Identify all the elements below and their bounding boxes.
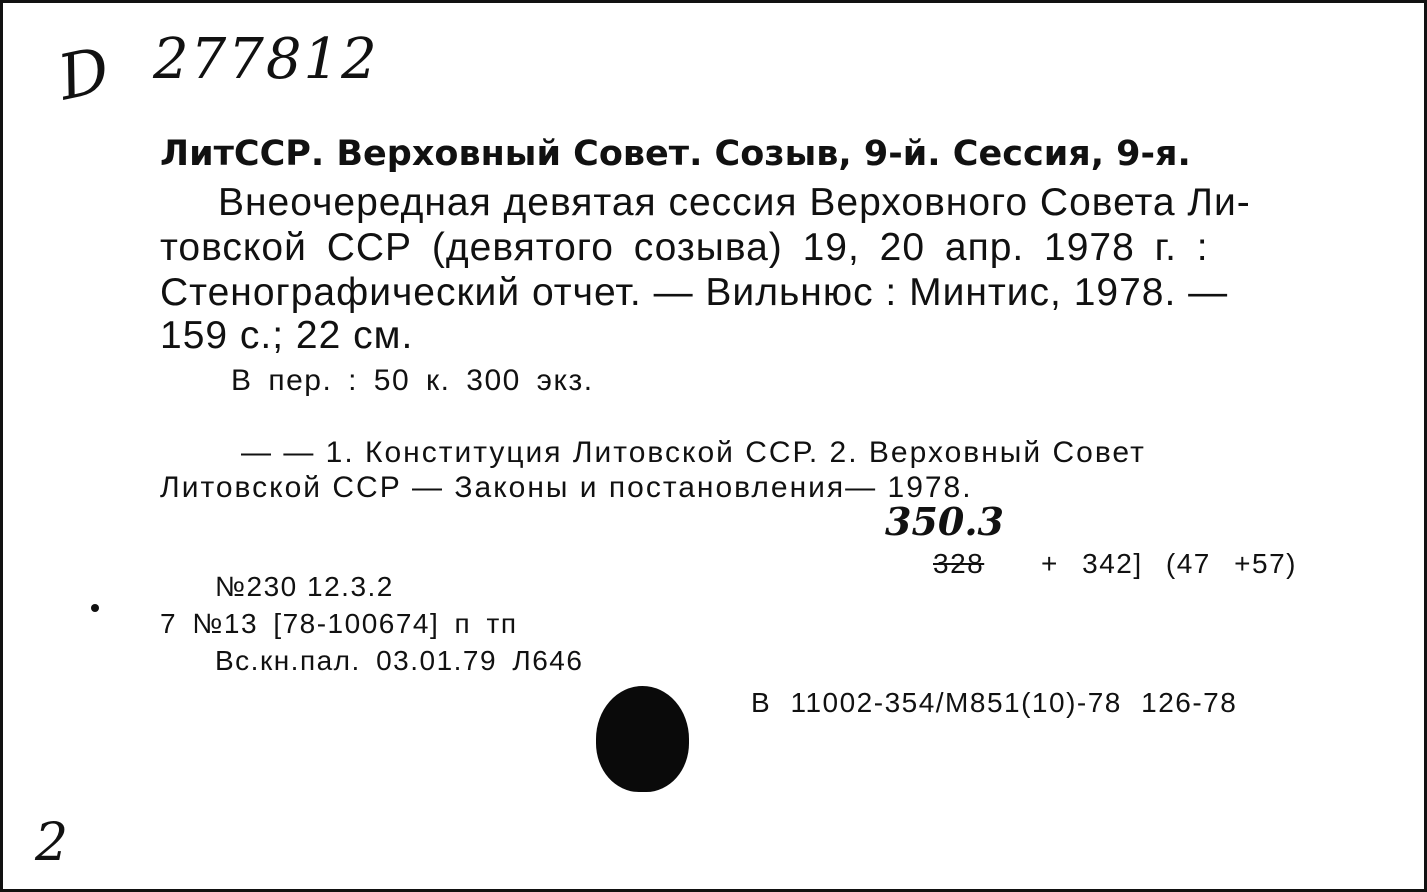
dot-mark xyxy=(91,604,99,612)
handwritten-class: 350.3 xyxy=(885,499,1004,544)
reg-line: 7 №13 [78-100674] п тп xyxy=(160,608,518,639)
price-line: В пер. : 50 к. 300 экз. xyxy=(231,364,594,397)
description-line: Внеочередная девятая сессия Верховного Совета Ли- xyxy=(218,181,1251,224)
subject-line: Литовской ССР — Законы и постановления— 1978. xyxy=(160,471,973,504)
reg-line: Вс.кн.пал. 03.01.79 Л646 xyxy=(215,645,584,676)
card-heading: ЛитССР. Верховный Совет. Созыв, 9-й. Сессия, 9-я. xyxy=(160,134,1191,174)
reg-line: №230 12.3.2 xyxy=(215,571,394,602)
description-line: товской ССР (девятого созыва) 19, 20 апр. 1978 г. : xyxy=(160,226,1209,269)
subject-line: — — 1. Конституция Литовской ССР. 2. Верховный Совет xyxy=(241,436,1146,469)
description-line: Стенографический отчет. — Вильнюс : Минтис, 1978. — xyxy=(160,271,1229,314)
class-struck: 328 xyxy=(933,548,985,579)
punch-hole xyxy=(596,686,689,792)
description-line: 159 с.; 22 см. xyxy=(160,314,414,357)
corner-mark: 2 xyxy=(35,813,69,873)
code-line: В 11002-354/M851(10)-78 126-78 xyxy=(751,687,1238,718)
card-number: 277812 xyxy=(153,27,379,92)
call-mark: D xyxy=(51,32,116,115)
class-rest: + 342] (47 +57) xyxy=(1041,548,1297,579)
